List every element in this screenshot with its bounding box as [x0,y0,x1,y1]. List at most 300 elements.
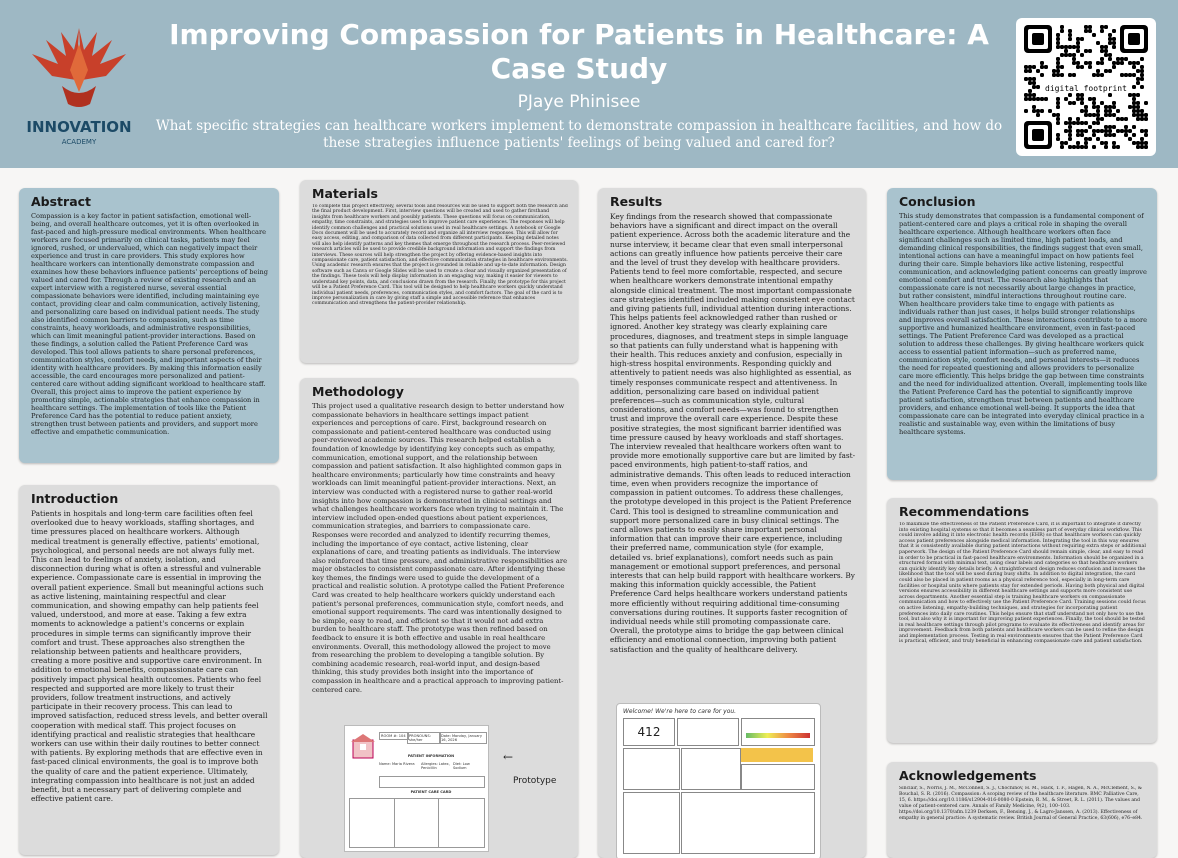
qr-module [1108,133,1112,137]
qr-module [1108,105,1112,109]
qr-module [1080,37,1084,41]
poster-title: Improving Compassion for Patients in Healthcare: A Case Study [169,18,989,85]
qr-module [1136,113,1140,117]
qr-module [1100,49,1104,53]
qr-module [1128,61,1132,65]
qr-module [1092,145,1096,149]
qr-module [1076,45,1080,49]
innovation-academy-logo [22,20,137,150]
qr-module [1112,141,1116,145]
qr-module [1040,61,1044,65]
qr-module [1108,41,1112,45]
acknowledgements-heading: Acknowledgements [899,768,1037,783]
qr-module [1100,61,1104,65]
qr-module [1068,117,1072,121]
qr-module [1124,125,1128,129]
qr-module [1092,113,1096,117]
qr-module [1104,45,1108,49]
qr-module [1056,137,1060,141]
qr-module [1056,121,1060,125]
qr-module [1096,61,1100,65]
qr-module [1104,145,1108,149]
qr-module [1072,73,1076,77]
qr-module [1132,109,1136,113]
qr-module [1116,109,1120,113]
qr-module [1084,49,1088,53]
qr-module [1108,33,1112,37]
qr-module [1108,69,1112,73]
qr-module [1140,57,1144,61]
qr-module [1068,93,1072,97]
abstract-panel [19,188,279,463]
board-alert-box [741,748,813,762]
qr-module [1024,65,1028,69]
qr-module [1068,101,1072,105]
qr-module [1088,65,1092,69]
qr-module [1108,93,1112,97]
board-pain-scale [741,718,815,746]
arrow-left-icon: ← [503,750,514,764]
qr-module [1084,29,1088,33]
qr-module [1128,73,1132,77]
qr-module [1040,73,1044,77]
qr-module [1092,121,1096,125]
qr-module [1084,61,1088,65]
qr-module [1060,65,1064,69]
qr-module [1132,113,1136,117]
qr-module [1060,25,1064,29]
qr-module [1072,101,1076,105]
qr-module [1036,97,1040,101]
qr-module [1112,45,1116,49]
qr-module [1064,129,1068,133]
qr-module [1080,101,1084,105]
qr-module [1112,113,1116,117]
qr-module [1068,29,1072,33]
qr-module [1076,93,1080,97]
qr-module [1092,97,1096,101]
qr-module [1036,109,1040,113]
card-info-title: PATIENT INFORMATION [407,754,455,758]
abstract-heading: Abstract [31,194,92,209]
qr-module [1124,133,1128,137]
qr-module [1040,109,1044,113]
qr-finder [1032,33,1044,45]
qr-module [1060,141,1064,145]
abstract-text: Compassion is a key factor in patient satisfaction, emotional well-being, and overall healthcare outcomes, yet it is often overlooked in fast-paced and high-pressure medical environments. When healthcare workers are focused primarily on clinical tasks, patients may feel ignored, rushed, or undervalued, which can negatively impact their experience and trust in care providers. This study explores how healthcare workers can intentionally demonstrate compassion and examines how these behaviors influence patients' perceptions of being valued and cared for. Through a review of existing research and an expert interview with a registered nurse, several essential compassionate behaviors were identified, including maintaining eye contact, providing clear and calm communication, actively listening, and personalizing care based on individual patient needs. The study also identified common barriers to compassion, such as time constraints, heavy workloads, and administrative responsibilities, which can limit meaningful patient-provider interactions. Based on these findings, a solution called the Patient Preference Card was developed. This tool allows patients to share personal preferences, communication styles, comfort needs, and important aspects of their identity with healthcare providers. By making this information easily accessible, the card encourages more personalized and patient-centered care without adding significant workload to healthcare staff. Overall, this project aims to improve the patient experience by promoting simple, actionable strategies that enhance compassion in healthcare settings. The implementation of tools like the Patient Preference Card has the potential to reduce patient anxiety, strengthen trust between patients and providers, and support more effective and empathetic communication. [31,212,269,436]
qr-module [1120,117,1124,121]
recommendations-text: To maximize the effectiveness of the Patient Preference Card, it is important to integrate it directly into existing hospital systems so that it becomes a seamless part of everyday clinical workflow. This could involve adding it into electronic health records (EHR) so that healthcare workers can quickly access patient preferences alongside medical information. Integrating the tool in this way ensures that it is consistently available during patient interactions without requiring extra steps or additional paperwork. The design of the Patient Preference Card should remain simple, clear, and easy to read in order to be practical in fast-paced healthcare environments. Information should be organized in a structured format with minimal text, using clear labels and categories so that healthcare workers can quickly identify key details briefly. A straightforward design reduces confusion and increases the likelihood that the tool will be used during busy shifts. In addition to digital integration, the card could also be placed in patient rooms as a physical reference tool, especially in long-term care facilities or hospital units where patients stay for extended periods. Having both physical and digital versions ensures accessibility in different healthcare settings and supports more consistent use across departments. Another essential step is training healthcare workers on compassionate communication and how to effectively use the Patient Preference Card. Training sessions could focus on active listening, empathy-building techniques, and strategies for incorporating patient preferences into daily care routines. This helps ensure that staff understand not only how to use the tool, but also why it is important for improving patient experiences. Finally, the tool should be tested in real healthcare settings through pilot programs to evaluate its effectiveness and identify areas for improvement. Feedback from both patients and healthcare workers can be used to refine the design and implementation process. Testing in real environments ensures that the Patient Preference Card is practical, efficient, and truly beneficial in enhancing compassionate care and patient satisfaction. [899,522,1146,645]
qr-module [1112,65,1116,69]
qr-module [1056,97,1060,101]
qr-module [1064,45,1068,49]
qr-module [1068,125,1072,129]
qr-module [1088,137,1092,141]
recommendations-heading: Recommendations [899,504,1030,519]
card-row [379,776,485,788]
qr-module [1080,133,1084,137]
card-date: Date: Monday, January 16, 2026 [439,732,487,744]
qr-module [1068,45,1072,49]
qr-module [1096,105,1100,109]
qr-module [1100,73,1104,77]
card-diet: Diet: Low Sodium [453,762,470,770]
qr-module [1024,93,1028,97]
qr-module [1096,41,1100,45]
qr-module [1032,109,1036,113]
qr-module [1104,109,1108,113]
qr-module [1112,145,1116,149]
card-care-grid [349,798,485,848]
qr-module [1064,141,1068,145]
qr-module [1100,141,1104,145]
qr-module [1108,129,1112,133]
qr-module [1104,25,1108,29]
qr-module [1132,125,1136,129]
qr-module [1032,77,1036,81]
qr-module [1040,65,1044,69]
qr-module [1028,69,1032,73]
qr-module [1088,29,1092,33]
qr-module [1052,69,1056,73]
qr-module [1108,109,1112,113]
results-text: Key findings from the research showed that compassionate behaviors have a significant and direct impact on the overall patient experience. Across both the academic literature and the nurse interview, it became clear that even small interpersonal actions can greatly influence how patients perceive their care and the level of trust they develop with healthcare providers. Patients tend to feel more comfortable, respected, and secure when healthcare workers demonstrate intentional empathy alongside clinical treatment. The most important compassionate care strategies identified included making consistent eye contact and giving patients full, individual attention during interactions. This helps patients feel acknowledged rather than rushed or ignored. Another key strategy was clearly explaining care procedures, diagnoses, and treatment steps in simple language so that patients can fully understand what is happening with their health. This reduces anxiety and confusion, especially in high-stress hospital environments. Responding quickly and attentively to patient needs was also highlighted as essential, as timely responses communicate respect and attentiveness. In addition, personalizing care based on individual patient preferences—such as communication style, cultural considerations, and comfort needs—was found to strengthen trust and improve the overall care experience. Despite these positive strategies, the most significant barrier identified was time pressure caused by heavy workloads and staff shortages. The interview revealed that healthcare workers often want to provide more emotionally supportive care but are limited by fast-paced environments, high patient-to-staff ratios, and administrative demands. This often leads to reduced interaction time, even when providers recognize the importance of compassion in patient outcomes. To address these challenges, the prototype developed in this project is the Patient Preference Card. This tool is designed to streamline communication and support more personalized care in busy clinical settings. The card allows patients to easily share important personal information that can improve their care experience, including their preferred name, communication style (for example, detailed vs. brief explanations), comfort needs such as pain management or emotional support preferences, and personal interests that can help build rapport with healthcare workers. By making this information quickly accessible, the Patient Preference Card helps healthcare workers understand patients more efficiently without requiring additional time-consuming conversations during routines. It supports faster recognition of individual needs while still promoting compassionate care. Overall, the prototype aims to bridge the gap between clinical efficiency and emotional connection, improving both patient satisfaction and the quality of healthcare delivery. [610,212,856,654]
qr-module [1136,101,1140,105]
qr-module [1140,129,1144,133]
qr-module [1140,137,1144,141]
qr-module [1028,77,1032,81]
qr-module [1124,73,1128,77]
qr-module [1088,25,1092,29]
qr-module [1068,145,1072,149]
qr-module [1140,113,1144,117]
qr-module [1112,29,1116,33]
qr-module [1128,137,1132,141]
qr-module [1060,29,1064,33]
qr-code [1016,18,1156,156]
qr-module [1104,49,1108,53]
qr-module [1056,61,1060,65]
qr-module [1032,65,1036,69]
qr-module [1056,113,1060,117]
qr-module [1104,105,1108,109]
qr-module [1108,53,1112,57]
qr-module [1116,129,1120,133]
qr-module [1104,129,1108,133]
qr-module [1076,97,1080,101]
qr-module [1120,57,1124,61]
qr-module [1096,137,1100,141]
qr-module [1092,129,1096,133]
qr-module [1132,133,1136,137]
materials-text: To complete this project effectively, several tools and resources will be used to support both the research and the final product development. First, interview questions will be created and used to gather firsthand insights from healthcare workers and possibly patients. These questions will focus on communication, empathy, time constraints, and strategies used to improve patient care experiences. The responses will help identify common challenges and practical solutions used in real healthcare settings. A notebook or Google Docs document will be used to accurately record and organize all interview responses. This will allow for easy access, editing, and comparison of data collected from different participants. Keeping detailed notes will also help identify patterns and key themes that emerge throughout the research process. Peer-reviewed research articles will be used to provide credible background information and support the findings from interviews. These sources will help strengthen the project by offering evidence-based insights into compassionate care, patient satisfaction, and effective communication strategies in healthcare environments. Using academic research ensures that the project is grounded in reliable and up-to-date information. Design software such as Canva or Google Slides will be used to create a clear and visually organized presentation of the findings. These tools will help display information in an engaging way, making it easier for viewers to understand key points, data, and conclusions drawn from the research. Finally, the prototype for this project will be a Patient Preference Card. This tool will be designed to help healthcare workers quickly understand individual patient needs, preferences, communication styles, and comfort factors. The goal of the card is to improve personalization in care by giving staff a simple and accessible reference that enhances communication and strengthens the patient-provider relationship. [312,204,568,307]
qr-module [1076,133,1080,137]
qr-module [1024,109,1028,113]
qr-module [1072,121,1076,125]
qr-module [1144,117,1148,121]
qr-module [1112,133,1116,137]
card-care-title: PATIENT CARE CARD [410,790,452,794]
results-panel [598,188,866,858]
qr-module [1064,97,1068,101]
qr-module [1024,69,1028,73]
qr-module [1076,121,1080,125]
research-question: What specific strategies can healthcare workers implement to demonstrate compassion in healthcare facilities, and how do these strategies influence patients' feelings of being valued and cared for? [155,118,1003,151]
qr-module [1108,125,1112,129]
qr-module [1072,45,1076,49]
qr-module [1128,105,1132,109]
qr-module [1144,133,1148,137]
qr-module [1092,105,1096,109]
qr-module [1116,145,1120,149]
qr-module [1056,105,1060,109]
qr-module [1096,113,1100,117]
qr-module [1112,125,1116,129]
card-room: ROOM #: 104 [379,732,409,740]
author-name: PJaye Phinisee [517,92,641,112]
board-box-c [741,764,815,790]
qr-module [1112,105,1116,109]
board-box-a [623,748,680,790]
qr-module [1092,101,1096,105]
materials-heading: Materials [312,186,378,201]
recommendations-panel [887,498,1157,743]
qr-module [1096,117,1100,121]
qr-module [1076,37,1080,41]
qr-module [1140,73,1144,77]
qr-module [1056,57,1060,61]
qr-module [1128,129,1132,133]
qr-module [1028,65,1032,69]
qr-module [1068,37,1072,41]
qr-module [1024,77,1028,81]
qr-module [1140,145,1144,149]
qr-module [1116,61,1120,65]
qr-module [1144,129,1148,133]
qr-module [1052,73,1056,77]
qr-module [1136,61,1140,65]
qr-module [1076,117,1080,121]
prototype-caption: Prototype [513,776,557,786]
qr-module [1068,133,1072,137]
board-room-box: 412 [623,718,675,746]
qr-module [1060,45,1064,49]
qr-module [1056,45,1060,49]
qr-module [1104,125,1108,129]
qr-module [1032,105,1036,109]
qr-module [1028,97,1032,101]
qr-module [1120,129,1124,133]
introduction-heading: Introduction [31,491,119,506]
board-names-box [677,718,739,746]
preference-board-image [616,703,821,858]
qr-module [1096,129,1100,133]
methodology-text: This project used a qualitative research design to better understand how compassionate behaviors in healthcare settings impact patient experiences and perceptions of care. First, background research on compassionate and patient-centered healthcare was conducted using peer-reviewed academic sources. This research helped establish a foundation of knowledge by identifying key concepts such as empathy, communication, emotional support, and the relationship between compassion and patient satisfaction. It also highlighted common gaps in healthcare environments; particularly how time constraints and heavy workloads can limit meaningful patient-provider interactions. Next, an interview was conducted with a registered nurse to gather real-world insights into how compassion is demonstrated in clinical settings and what challenges healthcare workers face when trying to maintain it. The interview included open-ended questions about patient experiences, communication strategies, and barriers to compassionate care. Responses were recorded and analyzed to identify recurring themes, including the importance of eye contact, active listening, clear explanations of care, and treating patients as individuals. The interview also reinforced that time pressure, and administrative responsibilities are major obstacles to consistent compassionate care. After identifying these key themes, the findings were used to guide the development of a practical and realistic solution. A prototype called the Patient Preference Card was created to help healthcare workers quickly understand each patient's personal preferences, communication style, comfort needs, and emotional support requirements. The card was intentionally designed to be simple, easy to read, and efficient so that it would not add extra burden to healthcare staff. The prototype was then refined based on feedback to ensure it is both effective and usable in real healthcare environments. Overall, this methodology allowed the project to move from researching the problem to developing a tangible solution. By combining academic research, real-world input, and design-based thinking, this study provides both insight into the importance of compassion in healthcare and a practical approach to improving patient-centered care. [312,402,568,694]
qr-module [1056,101,1060,105]
qr-module [1064,49,1068,53]
qr-module [1132,105,1136,109]
qr-module [1132,141,1136,145]
qr-module [1088,97,1092,101]
methodology-heading: Methodology [312,384,404,399]
qr-module [1108,57,1112,61]
qr-module [1080,129,1084,133]
qr-module [1100,117,1104,121]
qr-module [1096,121,1100,125]
introduction-panel [19,485,279,855]
qr-module [1140,65,1144,69]
conclusion-heading: Conclusion [899,194,976,209]
qr-module [1076,145,1080,149]
qr-module [1104,141,1108,145]
board-box-b [681,748,741,790]
qr-module [1084,113,1088,117]
qr-module [1132,61,1136,65]
qr-module [1128,93,1132,97]
qr-module [1076,65,1080,69]
qr-module [1112,101,1116,105]
qr-module [1136,77,1140,81]
qr-module [1060,145,1064,149]
card-name: Name: Maria Rivera [379,762,415,766]
qr-module [1096,109,1100,113]
qr-module [1072,145,1076,149]
qr-module [1084,109,1088,113]
qr-module [1112,37,1116,41]
board-card-area [681,792,815,854]
qr-module [1108,113,1112,117]
qr-module [1144,101,1148,105]
qr-module [1056,65,1060,69]
qr-module [1136,141,1140,145]
qr-module [1136,145,1140,149]
qr-module [1120,61,1124,65]
qr-module [1088,49,1092,53]
qr-module [1024,97,1028,101]
qr-module [1084,129,1088,133]
qr-module [1100,101,1104,105]
qr-module [1104,133,1108,137]
qr-module [1100,25,1104,29]
qr-module [1080,93,1084,97]
card-pronouns: PRONOUNS: she/her [407,732,441,744]
qr-module [1028,93,1032,97]
qr-module [1044,65,1048,69]
qr-module [1068,53,1072,57]
qr-module [1056,73,1060,77]
qr-module [1104,113,1108,117]
qr-module [1056,133,1060,137]
prototype-card-image [344,725,489,852]
qr-module [1136,117,1140,121]
qr-label: digital footprint [1045,84,1127,93]
qr-module [1084,25,1088,29]
hospital-icon [349,732,377,760]
qr-module [1060,73,1064,77]
qr-module [1120,73,1124,77]
qr-module [1032,97,1036,101]
qr-module [1136,93,1140,97]
qr-finder [1128,33,1140,45]
qr-module [1124,129,1128,133]
poster-header [0,0,1178,168]
qr-module [1140,109,1144,113]
qr-module [1080,53,1084,57]
qr-module [1136,105,1140,109]
qr-module [1100,29,1104,33]
qr-module [1068,33,1072,37]
qr-module [1052,113,1056,117]
qr-module [1080,121,1084,125]
qr-module [1104,53,1108,57]
logo-text: INNOVATION [26,118,132,136]
qr-module [1068,129,1072,133]
conclusion-text: This study demonstrates that compassion is a fundamental component of patient-centered care and plays a critical role in shaping the overall healthcare experience. Although healthcare workers often face significant challenges such as limited time, high patient loads, and demanding clinical responsibilities, the findings suggest that even small, intentional actions can have a meaningful impact on how patients feel during their care. Simple behaviors like active listening, respectful communication, and acknowledging patient concerns can greatly improve emotional comfort and trust. The research also highlights that compassionate care is not necessarily about large changes in practice, but rather consistent, mindful interactions throughout routine care. When healthcare providers take time to engage with patients as individuals rather than just cases, it helps build stronger relationships and improves overall satisfaction. These interactions contribute to a more supportive and humanized healthcare environment, even in fast-paced settings. The Patient Preference Card was developed as a practical solution to address these challenges. By giving healthcare workers quick access to essential patient information—such as preferred name, communication style, comfort needs, and personal interests—it reduces the need for repeated questioning and allows providers to personalize care more efficiently. This helps bridge the gap between time constraints and the need for individualized attention. Overall, implementing tools like the Patient Preference Card has the potential to significantly improve patient satisfaction, strengthen trust between patients and healthcare providers, and enhance emotional well-being. It supports the idea that compassionate care can be integrated into everyday clinical practice in a realistic and sustainable way, even within the limitations of busy healthcare systems. [899,212,1147,436]
qr-module [1056,37,1060,41]
qr-module [1084,137,1088,141]
qr-module [1040,97,1044,101]
qr-module [1088,113,1092,117]
qr-module [1100,129,1104,133]
materials-panel [300,180,578,363]
qr-module [1144,113,1148,117]
qr-module [1076,61,1080,65]
qr-module [1064,53,1068,57]
qr-module [1132,101,1136,105]
qr-module [1116,57,1120,61]
qr-module [1036,69,1040,73]
results-heading: Results [610,194,663,209]
board-box-d [623,792,680,854]
qr-module [1132,65,1136,69]
qr-module [1132,97,1136,101]
qr-module [1084,145,1088,149]
conclusion-panel [887,188,1157,480]
qr-module [1100,45,1104,49]
qr-module [1092,73,1096,77]
qr-module [1080,97,1084,101]
methodology-panel [300,378,578,858]
qr-module [1096,69,1100,73]
qr-module [1144,145,1148,149]
qr-module [1136,69,1140,73]
qr-module [1092,33,1096,37]
qr-module [1092,133,1096,137]
qr-module [1144,141,1148,145]
qr-module [1072,53,1076,57]
qr-module [1072,57,1076,61]
qr-module [1032,93,1036,97]
qr-module [1068,121,1072,125]
qr-module [1140,117,1144,121]
qr-module [1060,53,1064,57]
qr-module [1104,69,1108,73]
qr-module [1076,41,1080,45]
qr-module [1056,117,1060,121]
qr-module [1036,113,1040,117]
qr-module [1076,49,1080,53]
qr-module [1076,141,1080,145]
qr-module [1112,61,1116,65]
qr-module [1080,65,1084,69]
card-allergies: Allergies: Latex, Penicillin [421,762,450,770]
qr-module [1132,73,1136,77]
qr-module [1084,105,1088,109]
qr-module [1056,33,1060,37]
qr-finder [1032,129,1044,141]
qr-module [1124,57,1128,61]
qr-module [1048,109,1052,113]
